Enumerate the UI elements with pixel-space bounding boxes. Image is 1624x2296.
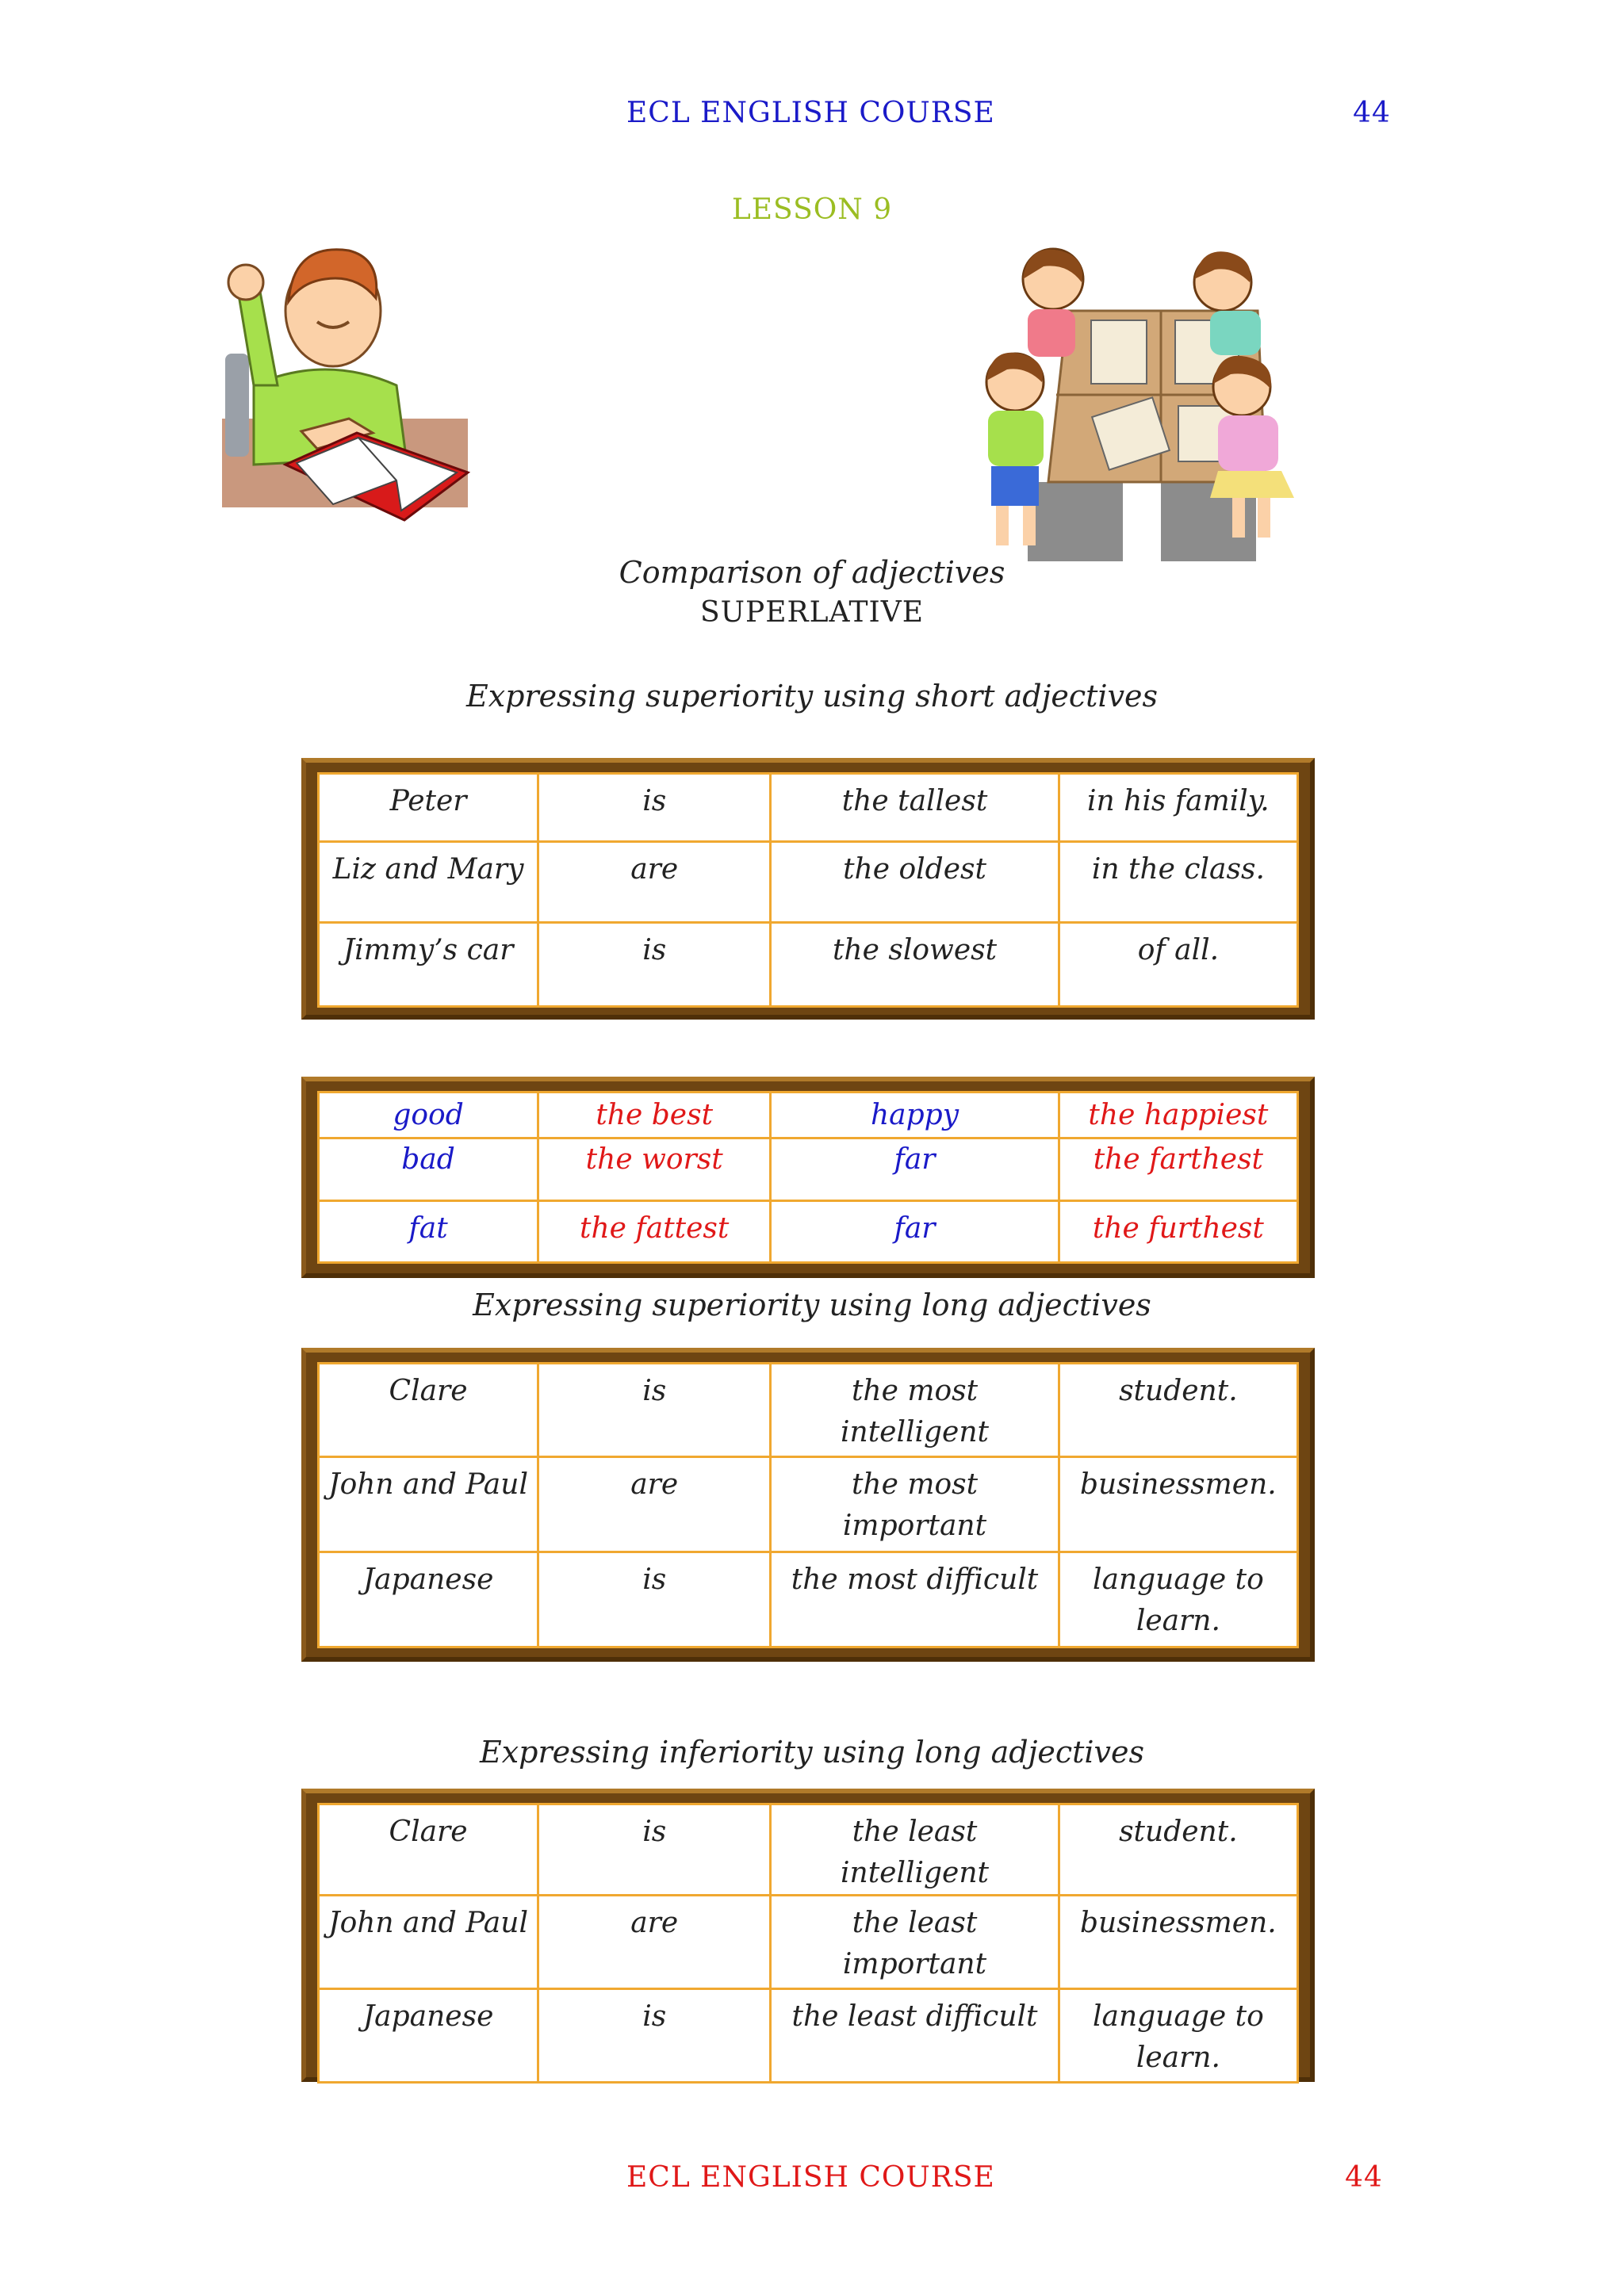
table-cell: fat: [319, 1200, 538, 1262]
table-cell: the slowest: [771, 923, 1059, 1007]
table-cell: John and Paul: [319, 1896, 538, 1989]
table-cell: John and Paul: [319, 1457, 538, 1552]
table-row: [319, 1138, 1298, 1200]
table-row: [319, 842, 1298, 923]
table-cell: businessmen.: [1059, 1896, 1297, 1989]
table-cell: Liz and Mary: [319, 842, 538, 923]
table-cell: bad: [319, 1138, 538, 1200]
table-cell: Japanese: [319, 1552, 538, 1647]
table-cell: is: [538, 1552, 771, 1647]
table-row: [319, 923, 1298, 1007]
table-cell: Peter: [319, 774, 538, 842]
section-short-heading: Expressing superiority using short adjectives: [465, 679, 1159, 714]
table-row: [319, 1896, 1298, 1989]
table-cell: are: [538, 1896, 771, 1989]
table-cell: the most important: [771, 1457, 1059, 1552]
table-cell: businessmen.: [1059, 1457, 1297, 1552]
table-cell: Clare: [319, 1804, 538, 1896]
table-row: [319, 1093, 1298, 1138]
table-cell: happy: [771, 1093, 1059, 1138]
table-cell: the happiest: [1059, 1093, 1297, 1138]
table-short-frame: [301, 758, 1315, 1020]
table-row: [319, 1989, 1298, 2083]
table-irregular: [317, 1091, 1299, 1264]
table-cell: the least difficult: [771, 1989, 1059, 2083]
children-at-desks-icon: [980, 247, 1329, 561]
section-long-inf-heading: Expressing inferiority using long adjectives: [479, 1735, 1145, 1770]
table-cell: is: [538, 923, 771, 1007]
table-cell: good: [319, 1093, 538, 1138]
table-long-inf-frame: [301, 1789, 1315, 2082]
table-long-sup-frame: [301, 1348, 1315, 1662]
footer-title: ECL ENGLISH COURSE: [626, 2161, 995, 2194]
table-cell: Clare: [319, 1364, 538, 1457]
table-cell: of all.: [1059, 923, 1297, 1007]
table-row: [319, 1364, 1298, 1457]
table-cell: the furthest: [1059, 1200, 1297, 1262]
table-cell: the most difficult: [771, 1552, 1059, 1647]
table-cell: the worst: [538, 1138, 771, 1200]
table-cell: the most intelligent: [771, 1364, 1059, 1457]
table-cell: the least important: [771, 1896, 1059, 1989]
table-row: [319, 774, 1298, 842]
table-row: [319, 1804, 1298, 1896]
table-cell: is: [538, 1804, 771, 1896]
table-cell: in his family.: [1059, 774, 1297, 842]
table-cell: far: [771, 1138, 1059, 1200]
student-reading-icon: [222, 235, 476, 560]
table-cell: the least intelligent: [771, 1804, 1059, 1896]
header-page-number: 44: [1353, 97, 1391, 129]
table-row: [319, 1457, 1298, 1552]
lesson-label: LESSON 9: [731, 193, 893, 226]
table-cell: Jimmy’s car: [319, 923, 538, 1007]
table-cell: language to learn.: [1059, 1552, 1297, 1647]
section-long-sup-heading: Expressing superiority using long adjectives: [473, 1288, 1151, 1322]
table-cell: student.: [1059, 1364, 1297, 1457]
table-cell: is: [538, 1989, 771, 2083]
table-cell: language to learn.: [1059, 1989, 1297, 2083]
footer-page-number: 44: [1345, 2161, 1383, 2194]
table-cell: are: [538, 842, 771, 923]
table-row: [319, 1552, 1298, 1647]
heading-superlative: SUPERLATIVE: [699, 596, 925, 629]
table-cell: the fattest: [538, 1200, 771, 1262]
table-cell: in the class.: [1059, 842, 1297, 923]
table-cell: student.: [1059, 1804, 1297, 1896]
table-irregular-frame: [301, 1077, 1315, 1278]
table-cell: far: [771, 1200, 1059, 1262]
table-short: [317, 772, 1299, 1008]
table-cell: the best: [538, 1093, 771, 1138]
table-row: [319, 1200, 1298, 1262]
table-cell: is: [538, 774, 771, 842]
table-cell: Japanese: [319, 1989, 538, 2083]
table-cell: the oldest: [771, 842, 1059, 923]
table-long-inf: [317, 1803, 1299, 2084]
table-long-sup: [317, 1362, 1299, 1648]
table-cell: the farthest: [1059, 1138, 1297, 1200]
table-cell: the tallest: [771, 774, 1059, 842]
table-cell: is: [538, 1364, 771, 1457]
header-title: ECL ENGLISH COURSE: [626, 97, 995, 129]
heading-comparison: Comparison of adjectives: [619, 555, 1005, 590]
table-cell: are: [538, 1457, 771, 1552]
